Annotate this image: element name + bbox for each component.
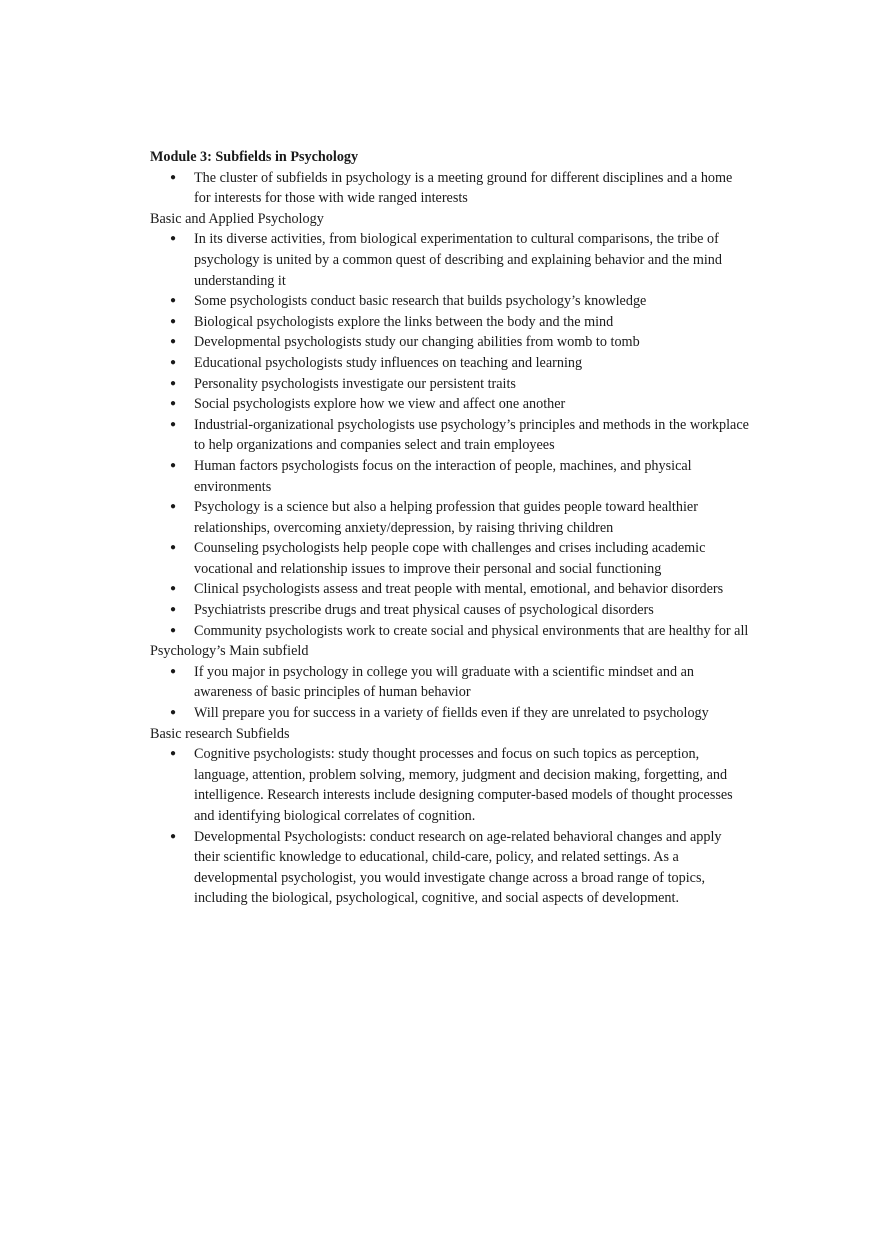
list-item <box>150 291 750 312</box>
list-item <box>150 744 750 826</box>
list-item-text: In its diverse activities, from biological experimentation to cultural comparisons, the tribe of psychology is united by a common quest of describing and explaining behavior and the mind understanding it <box>194 231 722 289</box>
bullet-icon: ● <box>170 542 177 554</box>
list-item <box>150 703 750 724</box>
bullet-icon: ● <box>170 398 177 410</box>
list-item <box>150 827 750 909</box>
section-heading: Basic research Subfields <box>150 725 290 742</box>
list-item-text: Psychology is a science but also a helping profession that guides people toward healthier relationships, overcoming anxiety/depression, by raising thriving children <box>194 499 698 536</box>
list-item-text: Cognitive psychologists: study thought processes and focus on such topics as perception, language, attention, problem solving, memory, judgment and decision making, forgetting, and intelligence. Research interests include designing computer-based models of thought processes and identifying biological correlates of cognition. <box>194 746 733 824</box>
document-page <box>150 147 750 909</box>
section-heading: Basic and Applied Psychology <box>150 210 324 227</box>
bullet-icon: ● <box>170 748 177 760</box>
list-item <box>150 538 750 579</box>
list-item <box>150 621 750 642</box>
section-bullet-list <box>150 229 750 641</box>
bullet-icon: ● <box>170 501 177 513</box>
list-item <box>150 229 750 291</box>
list-item-text: Developmental psychologists study our changing abilities from womb to tomb <box>194 334 640 351</box>
list-item <box>150 332 750 353</box>
list-item <box>150 312 750 333</box>
list-item-text: Clinical psychologists assess and treat people with mental, emotional, and behavior disorders <box>194 581 724 598</box>
list-item-text: Some psychologists conduct basic research that builds psychology’s knowledge <box>194 293 647 310</box>
bullet-icon: ● <box>170 233 177 245</box>
list-item-text: If you major in psychology in college you will graduate with a scientific mindset and an awareness of basic principles of human behavior <box>194 663 694 701</box>
bullet-icon: ● <box>170 418 177 430</box>
list-item-text: Educational psychologists study influences on teaching and learning <box>194 354 583 371</box>
list-item <box>150 456 750 497</box>
list-item-text: Human factors psychologists focus on the interaction of people, machines, and physical environments <box>194 457 692 495</box>
bullet-icon: ● <box>170 315 177 327</box>
list-item <box>150 662 750 703</box>
list-item <box>150 374 750 395</box>
list-item <box>150 497 750 538</box>
list-item-text: Counseling psychologists help people cope with challenges and crises including academic vocational and relationship issues to improve their personal and social functioning <box>194 540 706 577</box>
list-item-text: Social psychologists explore how we view and affect one another <box>194 396 566 413</box>
list-item-text: Industrial-organizational psychologists use psychology’s principles and methods in the workplace to help organizations and companies select and train employees <box>194 416 749 454</box>
list-item <box>150 394 750 415</box>
list-item-text: Community psychologists work to create social and physical environments that are healthy for all <box>194 622 749 639</box>
list-item <box>150 168 750 209</box>
list-item-text: Psychiatrists prescribe drugs and treat physical causes of psychological disorders <box>194 602 654 619</box>
bullet-icon: ● <box>170 459 177 471</box>
document-title: Module 3: Subfields in Psychology <box>150 149 359 165</box>
section-bullet-list <box>150 744 750 909</box>
list-item <box>150 415 750 456</box>
bullet-icon: ● <box>170 604 177 616</box>
list-item <box>150 600 750 621</box>
bullet-icon: ● <box>170 336 177 348</box>
list-item <box>150 353 750 374</box>
bullet-icon: ● <box>170 665 177 677</box>
section-bullet-list <box>150 662 750 724</box>
list-item-text: Biological psychologists explore the links between the body and the mind <box>194 313 614 330</box>
bullet-icon: ● <box>170 707 177 719</box>
bullet-icon: ● <box>170 295 177 307</box>
bullet-icon: ● <box>170 356 177 368</box>
bullet-icon: ● <box>170 377 177 389</box>
bullet-icon: ● <box>170 830 177 842</box>
list-item-text: Will prepare you for success in a variety of fiellds even if they are unrelated to psychology <box>194 705 709 722</box>
section-heading: Psychology’s Main subfield <box>150 643 309 660</box>
bullet-icon: ● <box>170 624 177 636</box>
intro-bullet-list <box>150 168 750 209</box>
list-item <box>150 579 750 600</box>
bullet-icon: ● <box>170 171 177 183</box>
list-item-text: Personality psychologists investigate our persistent traits <box>194 375 516 392</box>
list-item-text: The cluster of subfields in psychology is a meeting ground for different disciplines and a home for interests for those with wide ranged interests <box>194 169 733 207</box>
list-item-text: Developmental Psychologists: conduct research on age-related behavioral changes and apply their scientific knowledge to educational, child-care, policy, and related settings. As a developmental psychologist, you would investigate change across a broad range of topics, including the biological, psychological, cognitive, and social aspects of development. <box>194 828 722 907</box>
bullet-icon: ● <box>170 583 177 595</box>
